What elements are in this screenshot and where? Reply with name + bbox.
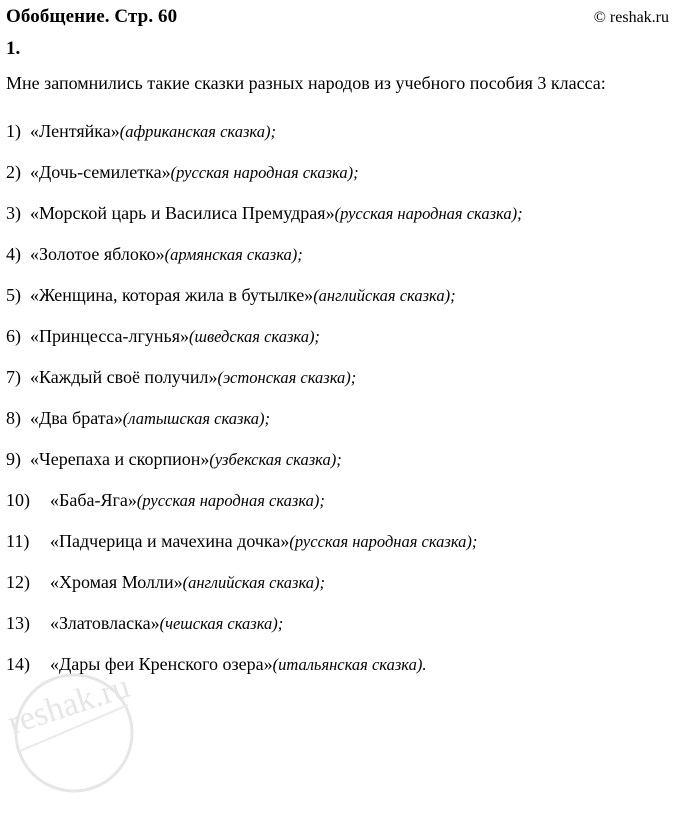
list-item: [6, 569, 677, 596]
list-item-title: «Лентяйка»: [30, 120, 120, 141]
svg-text:reshak.ru: reshak.ru: [3, 668, 135, 743]
list-item-note: (русская народная сказка);: [136, 490, 325, 510]
list-item-note: (русская народная сказка);: [334, 203, 523, 223]
list-item-number: 9): [6, 448, 21, 469]
list-item-title: «Морской царь и Василиса Премудрая»: [30, 202, 335, 223]
list-item-note: (русская народная сказка);: [289, 531, 478, 551]
list-item-title: «Дары феи Кренского озера»: [50, 653, 273, 674]
list-item-note: (африканская сказка);: [119, 121, 276, 141]
list-item: [6, 364, 677, 391]
list-item-number: 4): [6, 243, 21, 264]
list-item-title: «Каждый своё получил»: [30, 366, 218, 387]
list-item-note: (чешская сказка);: [159, 613, 284, 633]
list-item: [6, 323, 677, 350]
list-item-number: 6): [6, 325, 21, 346]
task-intro: Мне запомнились такие сказки разных народов из учебного пособия 3 класса:: [6, 73, 606, 93]
list-item-number: 14): [6, 653, 30, 674]
list-item: [6, 118, 677, 145]
list-item-number: 13): [6, 612, 30, 633]
list-item: [6, 282, 677, 309]
list-item-title: «Баба-Яга»: [50, 489, 137, 510]
list-item: [6, 405, 677, 432]
list-item-title: «Золотое яблоко»: [30, 243, 165, 264]
list-item-note: (английская сказка);: [182, 572, 325, 592]
list-item-note: (армянская сказка);: [164, 244, 303, 264]
list-item-title: «Черепаха и скорпион»: [30, 448, 210, 469]
list-item-title: «Женщина, которая жила в бутылке»: [30, 284, 314, 305]
list-item-number: 12): [6, 571, 30, 592]
list-item: [6, 241, 677, 268]
list-item-title: «Златовласка»: [50, 612, 160, 633]
task-number: 1.: [6, 38, 21, 59]
list-item-title: «Принцесса-лгунья»: [30, 325, 190, 346]
list-item-title: «Хромая Молли»: [50, 571, 183, 592]
fairy-tale-list: [0, 98, 677, 678]
list-item-number: 5): [6, 284, 21, 305]
list-item-note: (узбекская сказка);: [209, 449, 342, 469]
list-item-title: «Два брата»: [30, 407, 123, 428]
list-item: [6, 528, 677, 555]
list-item-note: (латышская сказка);: [122, 408, 271, 428]
page-header: [0, 0, 677, 28]
list-item: [6, 200, 677, 227]
list-item-title: «Падчерица и мачехина дочка»: [50, 530, 290, 551]
list-item: [6, 159, 677, 186]
list-item: [6, 651, 677, 678]
list-item-number: 11): [6, 530, 30, 551]
list-item-number: 7): [6, 366, 21, 387]
page-title: Обобщение. Стр. 60: [6, 6, 178, 27]
list-item-note: (шведская сказка);: [189, 326, 320, 346]
list-item: [6, 446, 677, 473]
list-item-number: 10): [6, 489, 30, 510]
list-item-number: 1): [6, 120, 21, 141]
list-item-note: (русская народная сказка);: [170, 162, 359, 182]
list-item-number: 3): [6, 202, 21, 223]
list-item-number: 2): [6, 161, 21, 182]
list-item: [6, 487, 677, 514]
list-item-note: (итальянская сказка).: [272, 654, 427, 674]
list-item-note: (эстонская сказка);: [217, 367, 357, 387]
site-brand: © reshak.ru: [593, 9, 669, 26]
list-item: [6, 610, 677, 637]
list-item-note: (английская сказка);: [313, 285, 456, 305]
list-item-number: 8): [6, 407, 21, 428]
list-item-title: «Дочь-семилетка»: [30, 161, 171, 182]
